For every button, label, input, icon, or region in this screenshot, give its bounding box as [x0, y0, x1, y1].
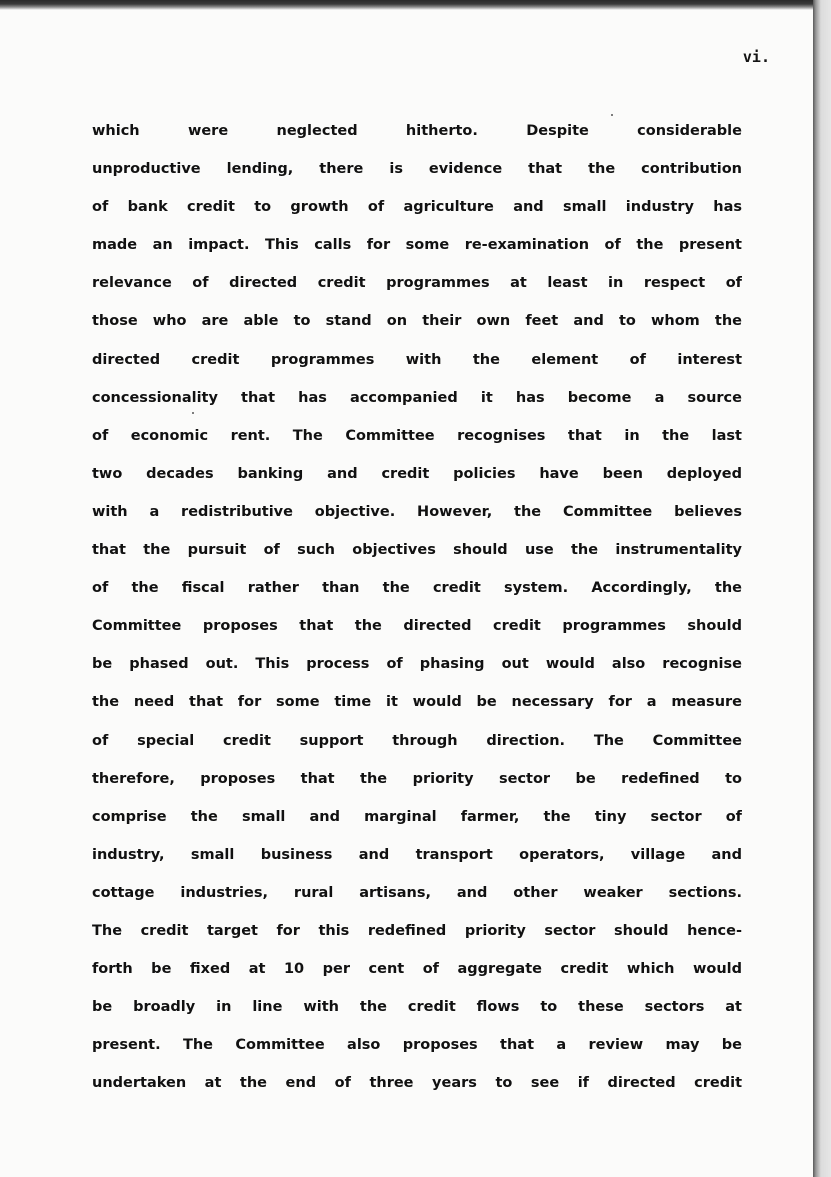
text-line: forth be fixed at 10 per cent of aggregate credit which would	[92, 961, 742, 978]
text-line: unproductive lending, there is evidence that the contribution	[92, 161, 742, 178]
page-number: vi.	[742, 48, 770, 66]
text-line: undertaken at the end of three years to see if directed credit	[92, 1075, 742, 1092]
text-line: be phased out. This process of phasing out would also recognise	[92, 656, 742, 673]
text-line: concessionality that has accompanied it has become a source	[92, 389, 742, 406]
text-line: those who are able to stand on their own feet and to whom the	[92, 313, 742, 330]
scan-speck	[611, 114, 613, 116]
text-line: be broadly in line with the credit flows to these sectors at	[92, 999, 742, 1016]
text-line: industry, small business and transport operators, village and	[92, 846, 742, 863]
text-line: The credit target for this redefined priority sector should hence-	[92, 922, 742, 939]
text-line: directed credit programmes with the element of interest	[92, 351, 742, 368]
text-line: the need that for some time it would be necessary for a measure	[92, 694, 742, 711]
text-line: which were neglected hitherto. Despite considerable	[92, 123, 742, 139]
text-line: two decades banking and credit policies have been deployed	[92, 465, 742, 482]
scan-speck	[192, 412, 194, 414]
text-line: that the pursuit of such objectives should use the instrumentality	[92, 542, 742, 559]
text-line: of economic rent. The Committee recognises that in the last	[92, 427, 742, 444]
text-line: of bank credit to growth of agriculture and small industry has	[92, 199, 742, 216]
text-line: cottage industries, rural artisans, and other weaker sections.	[92, 884, 742, 901]
text-line: relevance of directed credit programmes at least in respect of	[92, 275, 742, 292]
text-line: of special credit support through direction. The Committee	[92, 732, 742, 749]
scan-top-border	[0, 0, 816, 10]
text-line: Committee proposes that the directed credit programmes should	[92, 618, 742, 635]
scan-right-edge	[813, 0, 831, 1177]
text-line: therefore, proposes that the priority sector be redefined to	[92, 770, 742, 787]
text-line: made an impact. This calls for some re-examination of the present	[92, 237, 742, 254]
body-text	[92, 112, 742, 1102]
text-line: comprise the small and marginal farmer, the tiny sector of	[92, 808, 742, 825]
text-line: of the fiscal rather than the credit system. Accordingly, the	[92, 580, 742, 597]
text-line: with a redistributive objective. However, the Committee believes	[92, 503, 742, 520]
text-line: present. The Committee also proposes that a review may be	[92, 1037, 742, 1054]
